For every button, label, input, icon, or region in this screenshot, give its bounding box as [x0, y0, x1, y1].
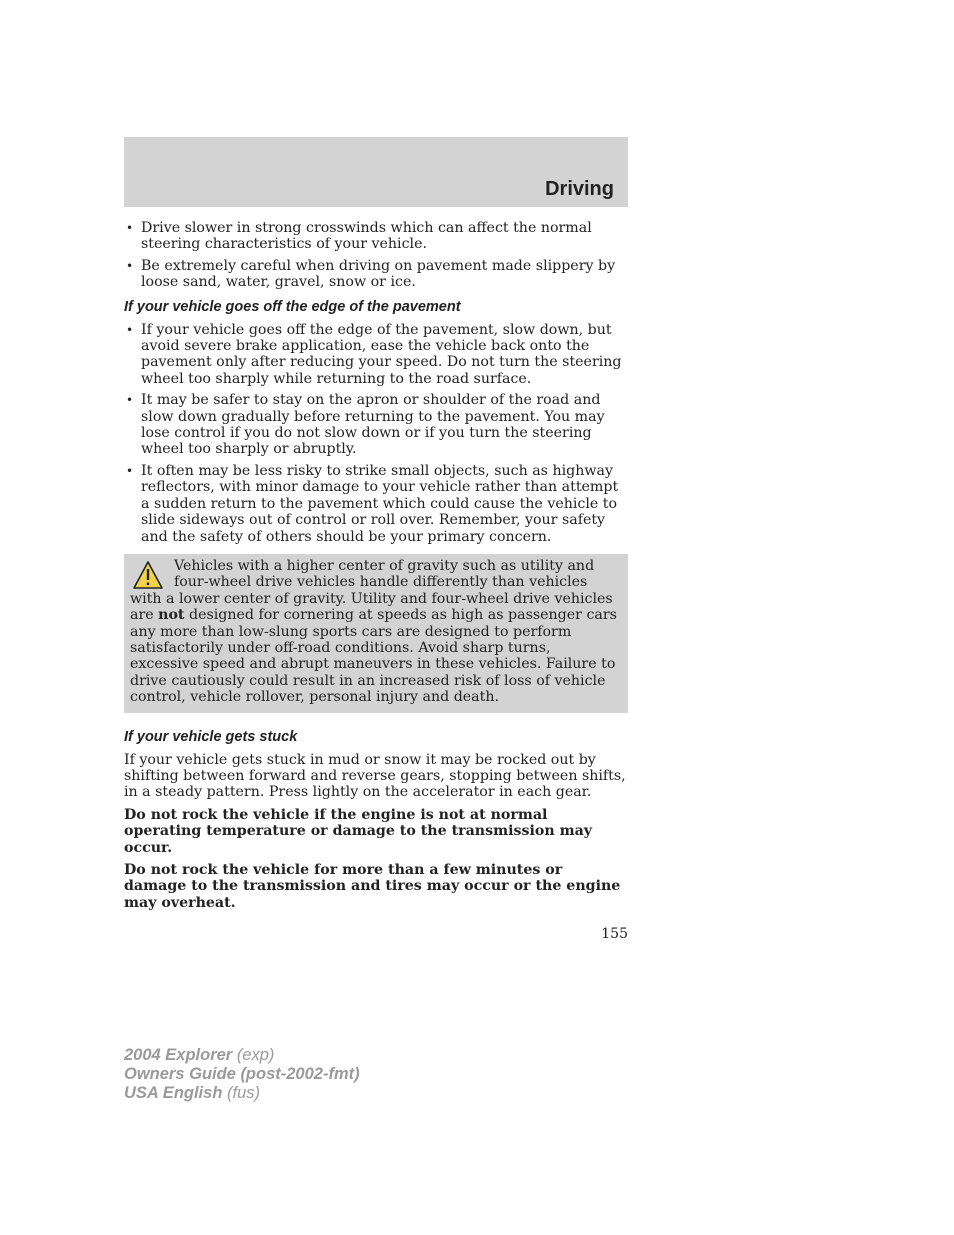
warning-text: Vehicles with a higher center of gravity such as utility and four-wheel drive vehicles handle differently than vehicles with a lower center of gravity. Utility and four-wheel drive vehicles are not designed for cornering at speeds as high as passenger cars any more than low-slung sports cars are designed to perform satisfactorily under off-road conditions. Avoid sharp turns, excessive speed and abrupt maneuvers in these vehicles. Failure to drive cautiously could result in an increased risk of loss of vehicle control, vehicle rollover, personal injury and death.	[130, 557, 617, 706]
intro-bullet-list	[124, 220, 628, 291]
subheading-off-pavement: If your vehicle goes off the edge of the pavement	[124, 298, 461, 315]
list-item: • Drive slower in strong crosswinds which can affect the normal steering characteristics of your vehicle.	[126, 220, 592, 253]
footer-line-language: USA English (fus)	[124, 1084, 260, 1102]
footer-line-model: 2004 Explorer (exp)	[124, 1046, 275, 1064]
page-number: 155	[601, 926, 628, 942]
bullet-icon: •	[126, 221, 134, 235]
list-item: • Be extremely careful when driving on pavement made slippery by loose sand, water, gravel, snow or ice.	[126, 257, 616, 291]
list-item: • It may be safer to stay on the apron or shoulder of the road and slow down gradually before returning to the pavement. You may lose control if you do not slow down or if you turn the steering wheel too sharply or abruptly.	[126, 392, 605, 458]
bullet-icon: •	[126, 258, 134, 273]
section-header-band	[124, 137, 628, 207]
list-item: • It often may be less risky to strike small objects, such as highway reflectors, with minor damage to your vehicle rather than attempt a sudden return to the pavement which could cause the vehicle to slide sideways out of control or roll over. Remember, your safety and the safety of others should be your primary concern.	[126, 462, 619, 545]
document-footer	[124, 1046, 360, 1103]
subheading-stuck: If your vehicle gets stuck	[124, 728, 298, 745]
caution-rock-engine: Do not rock the vehicle if the engine is not at normal operating temperature or damage to the transmission may occur.	[124, 806, 593, 856]
section-title: Driving	[545, 178, 614, 200]
warning-triangle-icon	[132, 560, 164, 590]
bullet-icon: •	[126, 393, 134, 408]
stuck-paragraph: If your vehicle gets stuck in mud or snow it may be rocked out by shifting between forward and reverse gears, stopping between shifts, in a steady pattern. Press lightly on the accelerator in each gear.	[124, 751, 626, 801]
bullet-icon: •	[126, 322, 134, 337]
page-content	[124, 220, 628, 917]
caution-rock-duration: Do not rock the vehicle for more than a few minutes or damage to the transmission and tires may occur or the engine may overheat.	[124, 862, 621, 911]
warning-box	[124, 554, 628, 713]
off-pavement-bullet-list	[124, 322, 628, 545]
bullet-icon: •	[126, 463, 134, 478]
list-item: • If your vehicle goes off the edge of the pavement, slow down, but avoid severe brake application, ease the vehicle back onto the pavement only after reducing your speed. Do not turn the steering wheel too sharply while returning to the road surface.	[126, 321, 622, 387]
footer-line-guide: Owners Guide (post-2002-fmt)	[124, 1065, 360, 1083]
